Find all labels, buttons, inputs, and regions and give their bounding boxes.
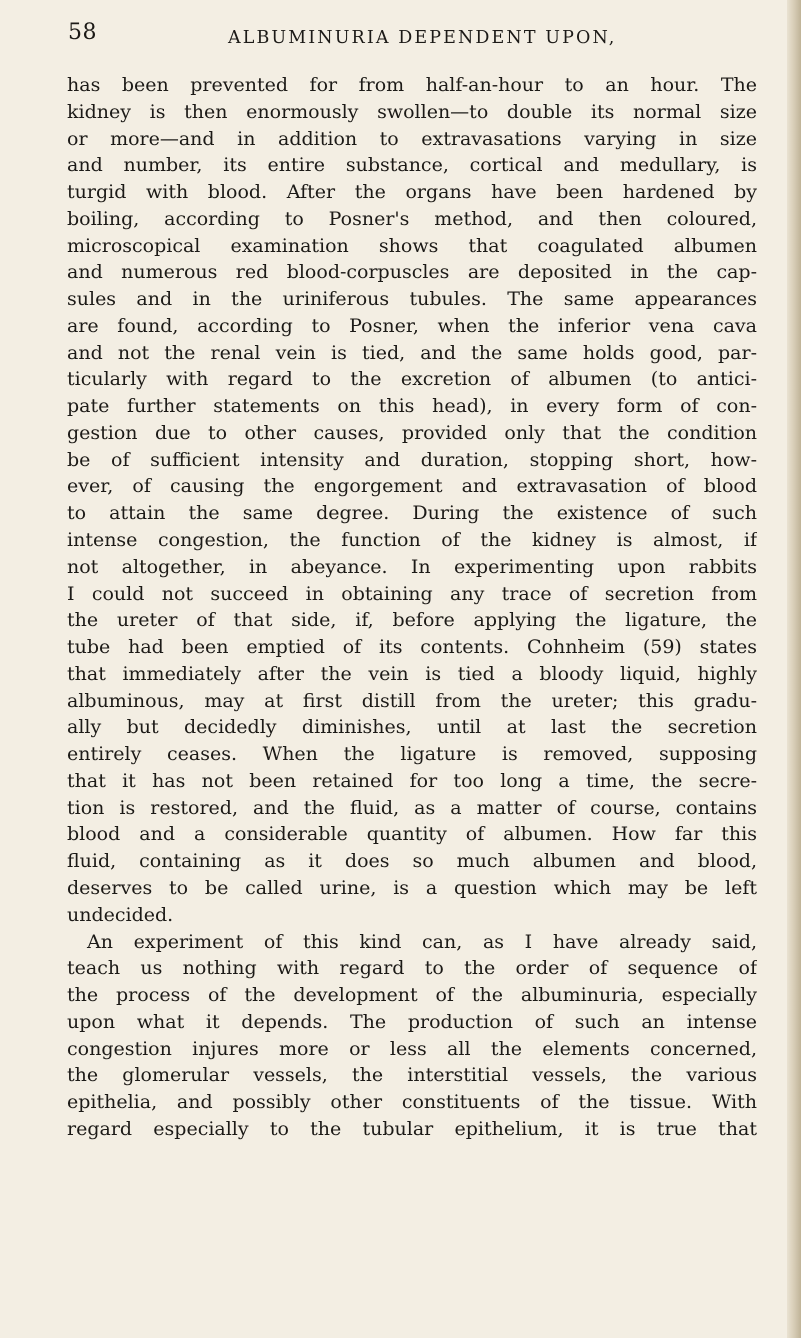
text-line: that immediately after the vein is tied a bloody liquid, highly	[67, 662, 757, 685]
text-line: regard especially to the tubular epithelium, it is true that	[67, 1117, 757, 1140]
text-line: has been prevented for from half-an-hour to an hour. The	[67, 74, 757, 96]
running-head: ALBUMINURIA DEPENDENT UPON,	[228, 28, 617, 48]
text-line: upon what it depends. The production of such an intense	[67, 1010, 757, 1033]
text-line: intense congestion, the function of the kidney is almost, if	[67, 529, 757, 552]
text-line: the ureter of that side, if, before applying the ligature, the	[67, 609, 757, 632]
text-line: ally but decidedly diminishes, until at last the secretion	[67, 716, 757, 739]
text-line: undecided.	[67, 903, 174, 926]
text-line: to attain the same degree. During the existence of such	[67, 502, 757, 525]
text-line: gestion due to other causes, provided only that the condition	[67, 421, 757, 444]
text-line: not altogether, in abeyance. In experimenting upon rabbits	[67, 555, 757, 578]
page-header	[68, 20, 758, 56]
page-number: 58	[68, 20, 97, 45]
text-line: An experiment of this kind can, as I have already said,	[87, 930, 757, 953]
body-text	[67, 72, 757, 1143]
text-line: that it has not been retained for too long a time, the secre-	[67, 769, 757, 792]
text-line: sules and in the uriniferous tubules. The same appearances	[67, 288, 757, 311]
text-line: pate further statements on this head), in every form of con-	[67, 395, 757, 418]
text-line: tion is restored, and the fluid, as a matter of course, contains	[67, 796, 757, 819]
text-line: tube had been emptied of its contents. Cohnheim (59) states	[67, 636, 757, 659]
text-line: boiling, according to Posner's method, and then coloured,	[67, 207, 757, 230]
text-line: deserves to be called urine, is a question which may be left	[67, 876, 757, 899]
text-line: epithelia, and possibly other constituents of the tissue. With	[67, 1091, 757, 1114]
text-line: and number, its entire substance, cortical and medullary, is	[67, 154, 757, 177]
text-line: be of sufficient intensity and duration, stopping short, how-	[67, 448, 757, 471]
text-line: and numerous red blood-corpuscles are deposited in the cap-	[67, 261, 757, 284]
text-line: kidney is then enormously swollen—to double its normal size	[67, 100, 757, 123]
text-line: ever, of causing the engorgement and extravasation of blood	[67, 475, 757, 498]
page-edge-shadow	[787, 0, 801, 1338]
text-line: blood and a considerable quantity of albumen. How far this	[67, 823, 757, 846]
text-line: the process of the development of the albuminuria, especially	[67, 984, 757, 1007]
text-line: fluid, containing as it does so much albumen and blood,	[67, 850, 757, 873]
text-line: are found, according to Posner, when the inferior vena cava	[67, 314, 757, 337]
text-line: albuminous, may at first distill from the ureter; this gradu-	[67, 689, 757, 712]
text-line: or more—and in addition to extravasations varying in size	[67, 127, 757, 150]
text-line: ticularly with regard to the excretion of albumen (to antici-	[67, 368, 757, 391]
text-line: the glomerular vessels, the interstitial vessels, the various	[67, 1064, 757, 1087]
text-line: I could not succeed in obtaining any trace of secretion from	[67, 582, 757, 605]
text-line: and not the renal vein is tied, and the same holds good, par-	[67, 341, 757, 364]
text-line: turgid with blood. After the organs have been hardened by	[67, 181, 757, 204]
text-line: microscopical examination shows that coagulated albumen	[67, 234, 757, 257]
text-line: congestion injures more or less all the elements concerned,	[67, 1037, 757, 1060]
text-line: entirely ceases. When the ligature is removed, supposing	[67, 743, 757, 766]
text-line: teach us nothing with regard to the order of sequence of	[67, 957, 757, 980]
